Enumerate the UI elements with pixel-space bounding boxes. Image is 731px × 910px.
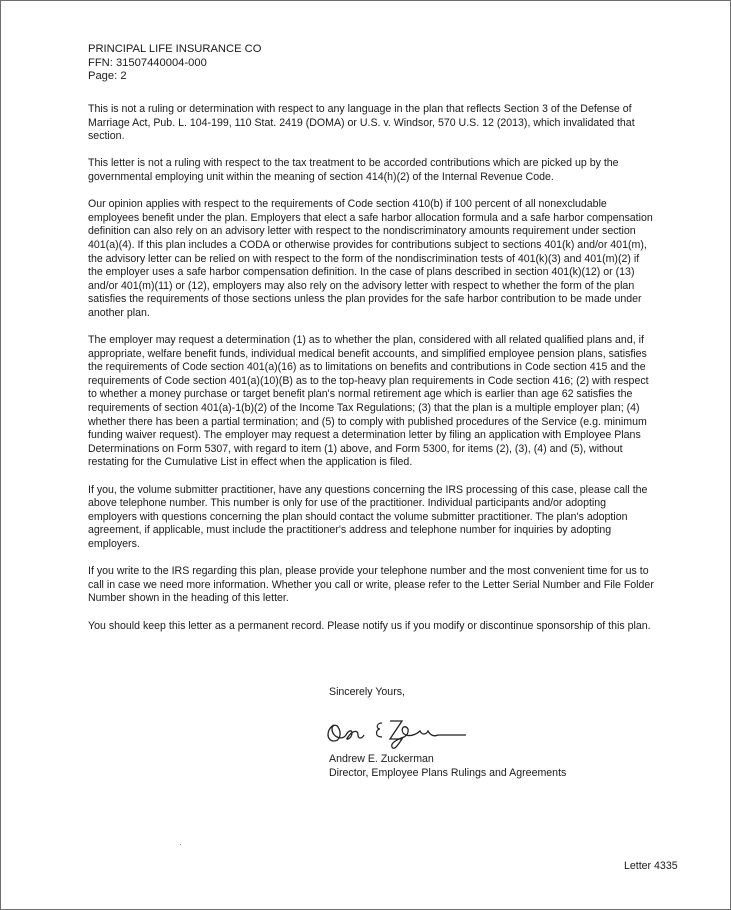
company-name: PRINCIPAL LIFE INSURANCE CO [88,43,262,55]
signer-block [329,752,566,780]
letter-form-number: Letter 4335 [624,860,678,872]
paragraph-doma: This is not a ruling or determination with respect to any language in the plan that reflects Section 3 of the Defense of Marriage Act, Pub. L. 104-199, 110 Stat. 2419 (DOMA) or U.S. v. Windsor, 570 U.S. 12 (2013), which invalidated that section. [88,103,635,143]
scan-speck [180,844,181,845]
ffn-number: FFN: 31507440004-000 [88,56,207,69]
paragraph-opinion: Our opinion applies with respect to the requirements of Code section 410(b) if 100 percent of all nonexcludable employees benefit under the plan. Employers that elect a safe harbor allocation formula and a safe harbor compensation definition can also rely on an advisory letter with respect to the nondiscriminatory amounts requirement under section 401(a)(4). If this plan includes a CODA or otherwise provides for contributions subject to sections 401(k) and/or 401(m), the advisory letter can be relied on with respect to the form of the nondiscrimination tests of 401(k)(3) and 401(m)(2) if the employer uses a safe harbor compensation definition. In the case of plans described in section 401(k)(12) or (13) and/or 401(m)(11) or (12), employers may also rely on the advisory letter with respect to whether the form of the plan satisfies the requirements of those sections unless the plan provides for the safe harbor contribution to be made under another plan. [88,198,653,319]
signer-name: Andrew E. Zuckerman [329,753,434,765]
signature-image [322,711,472,753]
paragraph-practitioner: If you, the volume submitter practitioner, have any questions concerning the IRS processing of this case, please call the above telephone number. This number is only for use of the practitioner. Individual participants and/or adopting employers with questions concerning the plan should contact the volume submitter practitioner. The plan's adoption agreement, if applicable, must include the practitioner's address and telephone number for inquiries by adopting employers. [88,483,648,550]
letter-header [88,43,261,84]
signer-title: Director, Employee Plans Rulings and Agreements [329,767,567,779]
paragraph-contact: If you write to the IRS regarding this plan, please provide your telephone number and the most convenient time for us to call in case we need more information. Whether you call or write, please refer to the Letter Serial Number and File Folder Number shown in the heading of this letter. [88,565,654,605]
page-number: Page: 2 [88,70,127,82]
paragraph-determination: The employer may request a determination (1) as to whether the plan, considered with all related qualified plans and, if appropriate, welfare benefit funds, individual medical benefit accounts, and simplified employee pension plans, satisfies the requirements of Code section 401(a)(16) as to limitations on benefits and contributions in Code section 415 and the requirements of Code section 401(a)(10)(B) as to the top-heavy plan requirements in Code section 416; (2) with respect to whether a money purchase or target benefit plan's normal retirement age which is earlier than age 62 satisfies the requirements of section 401(a)-1(b)(2) of the Income Tax Regulations; (3) that the plan is a multiple employer plan; (4) whether there has been a partial termination; and (5) to comply with published procedures of the Service (e.g. minimum funding waiver request). The employer may request a determination letter by filing an application with Employee Plans Determinations on Form 5307, with regard to item (1) above, and Form 5300, for items (2), (3), (4) and (5), without restating for the Cumulative List in effect when the application is filed. [88,334,649,469]
letter-body [88,103,656,647]
paragraph-tax-treatment: This letter is not a ruling with respect to the tax treatment to be accorded contributions which are picked up by the governmental employing unit within the meaning of section 414(h)(2) of the Internal Revenue Code. [88,157,619,183]
closing-salutation: Sincerely Yours, [329,686,405,698]
paragraph-permanent-record: You should keep this letter as a permanent record. Please notify us if you modify or discontinue sponsorship of this plan. [88,619,651,632]
